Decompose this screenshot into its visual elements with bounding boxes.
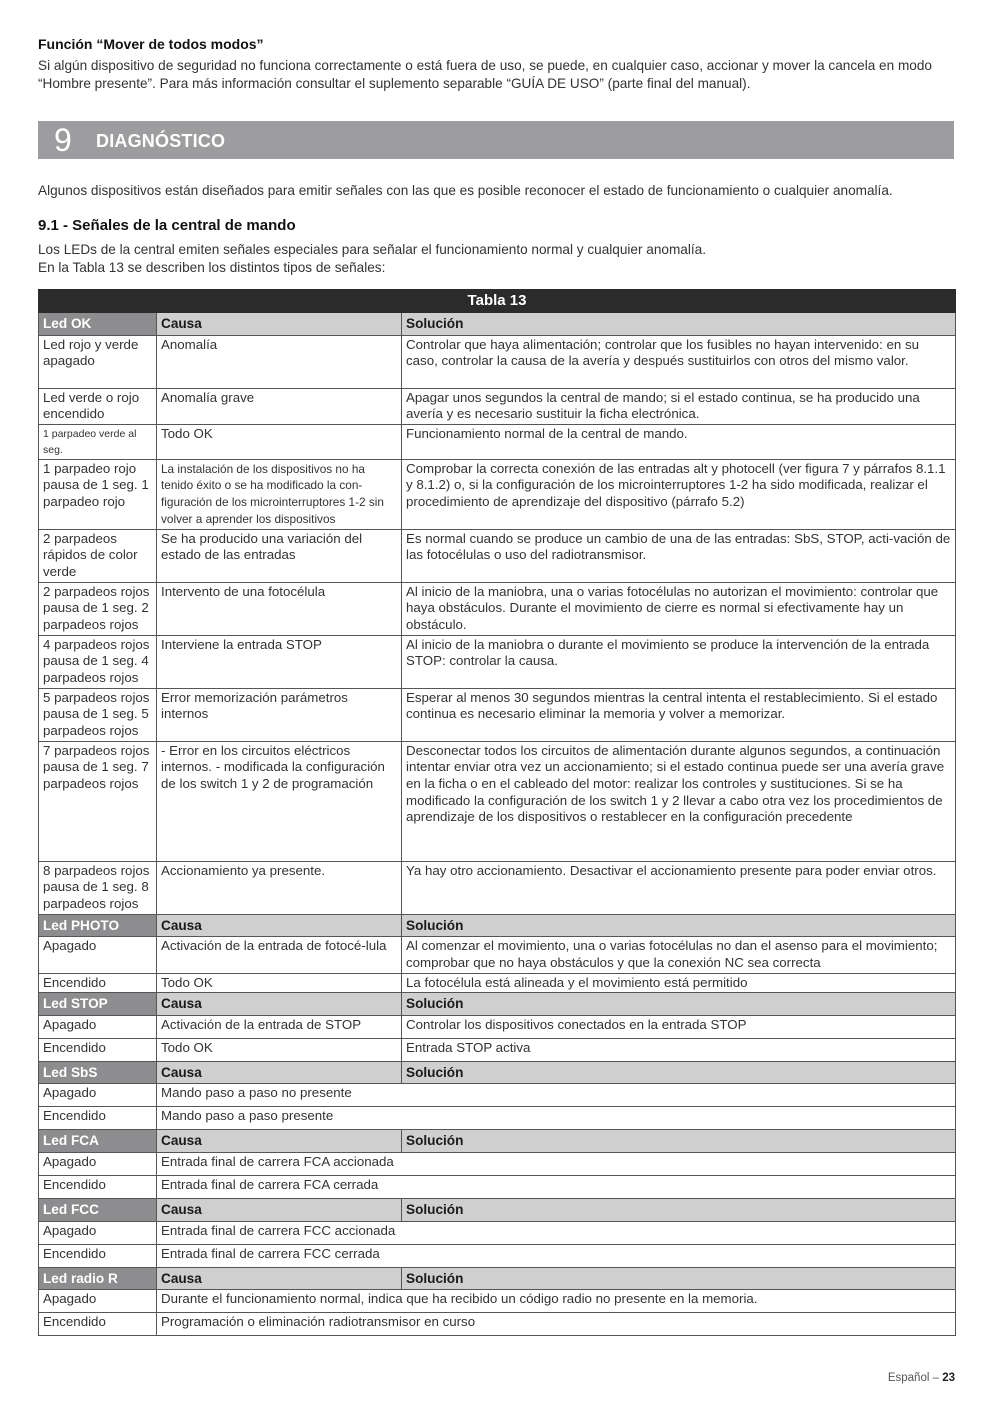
section-text [38,241,958,277]
signal-cell: 1 parpadeo rojo pausa de 1 seg. 1 parpadeo rojo [39,459,157,529]
signal-cell: Apagado [39,1290,157,1313]
signal-cell: Apagado [39,1015,157,1038]
signal-cell: Apagado [39,1152,157,1175]
solution-cell: Al inicio de la maniobra o durante el movimiento se produce la intervención de la entrada STOP: controlar la causa. [402,635,956,688]
led-fca-header: Led FCA [39,1130,157,1153]
chapter-number: 9 [54,122,72,158]
table-row [39,582,956,635]
table-row [39,1175,956,1198]
solution-header: Solución [402,993,956,1016]
description-cell: Entrada final de carrera FCA cerrada [157,1175,956,1198]
solution-cell: Funcionamiento normal de la central de mando. [402,424,956,459]
solution-cell: Esperar al menos 30 segundos mientras la central intenta el restablecimiento. Si el estado continua es necesario eliminar la memoria y volver a memorizar. [402,688,956,741]
solution-cell: Al inicio de la maniobra, una o varias fotocélulas no autorizan el movimiento: controlar que haya obstáculos. Durante el movimiento de cierre es normal si efectivamente hay un obstáculo. [402,582,956,635]
table-caption-row [39,290,956,313]
table-row [39,459,956,529]
intro-title: Función “Mover de todos modos” [38,36,264,52]
table-row [39,937,956,973]
led-fcc-header: Led FCC [39,1198,157,1221]
page-footer [888,1372,955,1384]
cause-cell: Activación de la entrada de fotocé-lula [157,937,402,973]
cause-cell: Interviene la entrada STOP [157,635,402,688]
cause-cell: - Error en los circuitos eléctricos internos. - modificada la configuración de los switch 1 y 2 de programación [157,741,402,861]
solution-cell: Al comenzar el movimiento, una o varias fotocélulas no dan el asenso para el movimiento; comprobar que no haya obstáculos y que la conexión NC sea correcta [402,937,956,973]
led-radio-header: Led radio R [39,1267,157,1290]
cause-header: Causa [157,313,402,336]
signal-cell: 2 parpadeos rojos pausa de 1 seg. 2 parpadeos rojos [39,582,157,635]
solution-header: Solución [402,1130,956,1153]
signal-cell: 7 parpadeos rojos pausa de 1 seg. 7 parpadeos rojos [39,741,157,861]
description-cell: Mando paso a paso presente [157,1107,956,1130]
cause-cell: Todo OK [157,424,402,459]
cause-header: Causa [157,993,402,1016]
cause-cell: Anomalía [157,335,402,388]
cause-cell: La instalación de los dispositivos no ha tenido éxito o se ha modificado la con-figuración de los microinterruptores 1-2 sin volver a aprender los dispositivos [157,459,402,529]
description-cell: Mando paso a paso no presente [157,1084,956,1107]
cause-cell: Todo OK [157,1038,402,1061]
table-row [39,741,956,861]
signal-cell: 2 parpadeos rápidos de color verde [39,529,157,582]
footer-language: Español – [887,1372,939,1384]
group-header-led-fcc [39,1198,956,1221]
signal-cell: Apagado [39,1084,157,1107]
group-header-led-fca [39,1130,956,1153]
cause-cell: Anomalía grave [157,388,402,424]
chapter-intro: Algunos dispositivos están diseñados para emitir señales con las que es posible reconocer el estado de funcionamiento o cualquier anomalía. [38,183,893,198]
signal-cell: Encendido [39,1107,157,1130]
signal-cell: Encendido [39,1313,157,1336]
table-row [39,424,956,459]
signal-cell: Led rojo y verde apagado [39,335,157,388]
group-header-led-stop [39,993,956,1016]
signal-cell: Encendido [39,1038,157,1061]
description-cell: Durante el funcionamiento normal, indica que ha recibido un código radio no presente en la memoria. [157,1290,956,1313]
solution-cell: Apagar unos segundos la central de mando; si el estado continua, se ha producido una avería y es necesario sustituir la ficha electrónica. [402,388,956,424]
led-photo-header: Led PHOTO [39,914,157,937]
solution-header: Solución [402,1267,956,1290]
cause-header: Causa [157,914,402,937]
solution-header: Solución [402,313,956,336]
table-row [39,861,956,914]
led-stop-header: Led STOP [39,993,157,1016]
table-row [39,335,956,388]
cause-cell: Intervento de una fotocélula [157,582,402,635]
cause-header: Causa [157,1061,402,1084]
table-row [39,1313,956,1336]
description-cell: Entrada final de carrera FCA accionada [157,1152,956,1175]
cause-cell: Todo OK [157,973,402,993]
solution-cell: Comprobar la correcta conexión de las entradas alt y photocell (ver figura 7 y párrafos 8.1.1 y 8.1.2) o, si la configuración de los microinterruptores 1-2 ha sido modificada, realizar el procedimiento de aprendizaje del dispositivo (párrafo 5.2) [402,459,956,529]
chapter-title: DIAGNÓSTICO [96,131,226,151]
cause-cell: Accionamiento ya presente. [157,861,402,914]
table-row [39,1290,956,1313]
solution-cell: Es normal cuando se produce un cambio de una de las entradas: SbS, STOP, acti-vación de las fotocélulas o uso del radiotransmisor. [402,529,956,582]
solution-cell: Entrada STOP activa [402,1038,956,1061]
solution-header: Solución [402,914,956,937]
signal-cell: 8 parpadeos rojos pausa de 1 seg. 8 parpadeos rojos [39,861,157,914]
group-header-led-sbs [39,1061,956,1084]
section-line-1: Los LEDs de la central emiten señales especiales para señalar el funcionamiento normal y cualquier anomalía. [38,242,706,257]
table-row [39,973,956,993]
signal-cell: Apagado [39,1221,157,1244]
cause-header: Causa [157,1130,402,1153]
diagnostic-table [38,289,956,1336]
solution-cell: La fotocélula está alineada y el movimiento está permitido [402,973,956,993]
solution-cell: Controlar que haya alimentación; controlar que los fusibles no hayan intervenido: en su caso, controlar la causa de la avería y después sustituirlos con otros del mismo valor. [402,335,956,388]
description-cell: Programación o eliminación radiotransmisor en curso [157,1313,956,1336]
table-row [39,388,956,424]
group-header-led-radio [39,1267,956,1290]
signal-cell: 4 parpadeos rojos pausa de 1 seg. 4 parpadeos rojos [39,635,157,688]
table-row [39,688,956,741]
table-row [39,1107,956,1130]
table-row [39,1015,956,1038]
led-sbs-header: Led SbS [39,1061,157,1084]
table-row [39,635,956,688]
description-cell: Entrada final de carrera FCC cerrada [157,1244,956,1267]
solution-cell: Controlar los dispositivos conectados en la entrada STOP [402,1015,956,1038]
cause-cell: Activación de la entrada de STOP [157,1015,402,1038]
signal-cell: Encendido [39,1244,157,1267]
signal-cell: 5 parpadeos rojos pausa de 1 seg. 5 parpadeos rojos [39,688,157,741]
signal-cell: 1 parpadeo verde al seg. [39,424,157,459]
led-ok-header: Led OK [39,313,157,336]
page-number: 23 [942,1372,955,1384]
solution-cell: Desconectar todos los circuitos de alimentación durante algunos segundos, a continuación intentar enviar otra vez un accionamiento; si el estado continua puede ser una avería grave en la ficha o en el cableado del motor: realizar los controles y sustituciones. Si se ha modificado la configuración de los switch 1 y 2 llevar a cabo otra vez los procedimientos de aprendizaje de los dispositivos o restablecer en la configuración precedente [402,741,956,861]
cause-header: Causa [157,1267,402,1290]
table-caption: Tabla 13 [39,290,956,313]
table-row [39,529,956,582]
table-row [39,1152,956,1175]
cause-cell: Se ha producido una variación del estado de las entradas [157,529,402,582]
solution-header: Solución [402,1198,956,1221]
group-header-led-ok [39,313,956,336]
section-title: 9.1 - Señales de la central de mando [38,217,296,234]
solution-cell: Ya hay otro accionamiento. Desactivar el accionamiento presente para poder enviar otros. [402,861,956,914]
cause-cell: Error memorización parámetros internos [157,688,402,741]
section-line-2: En la Tabla 13 se describen los distintos tipos de señales: [38,260,386,275]
table-row [39,1038,956,1061]
signal-cell: Encendido [39,1175,157,1198]
table-row [39,1244,956,1267]
group-header-led-photo [39,914,956,937]
chapter-header [38,121,954,159]
signal-cell: Apagado [39,937,157,973]
solution-header: Solución [402,1061,956,1084]
cause-header: Causa [157,1198,402,1221]
description-cell: Entrada final de carrera FCC accionada [157,1221,956,1244]
signal-cell: Encendido [39,973,157,993]
table-row [39,1084,956,1107]
intro-text: Si algún dispositivo de seguridad no funciona correctamente o está fuera de uso, se puede, en cualquier caso, accionar y mover la cancela en modo “Hombre presente”. Para más información consultar el suplemento separable “GUÍA DE USO” (parte final del manual). [38,58,932,91]
table-row [39,1221,956,1244]
signal-cell: Led verde o rojo encendido [39,388,157,424]
